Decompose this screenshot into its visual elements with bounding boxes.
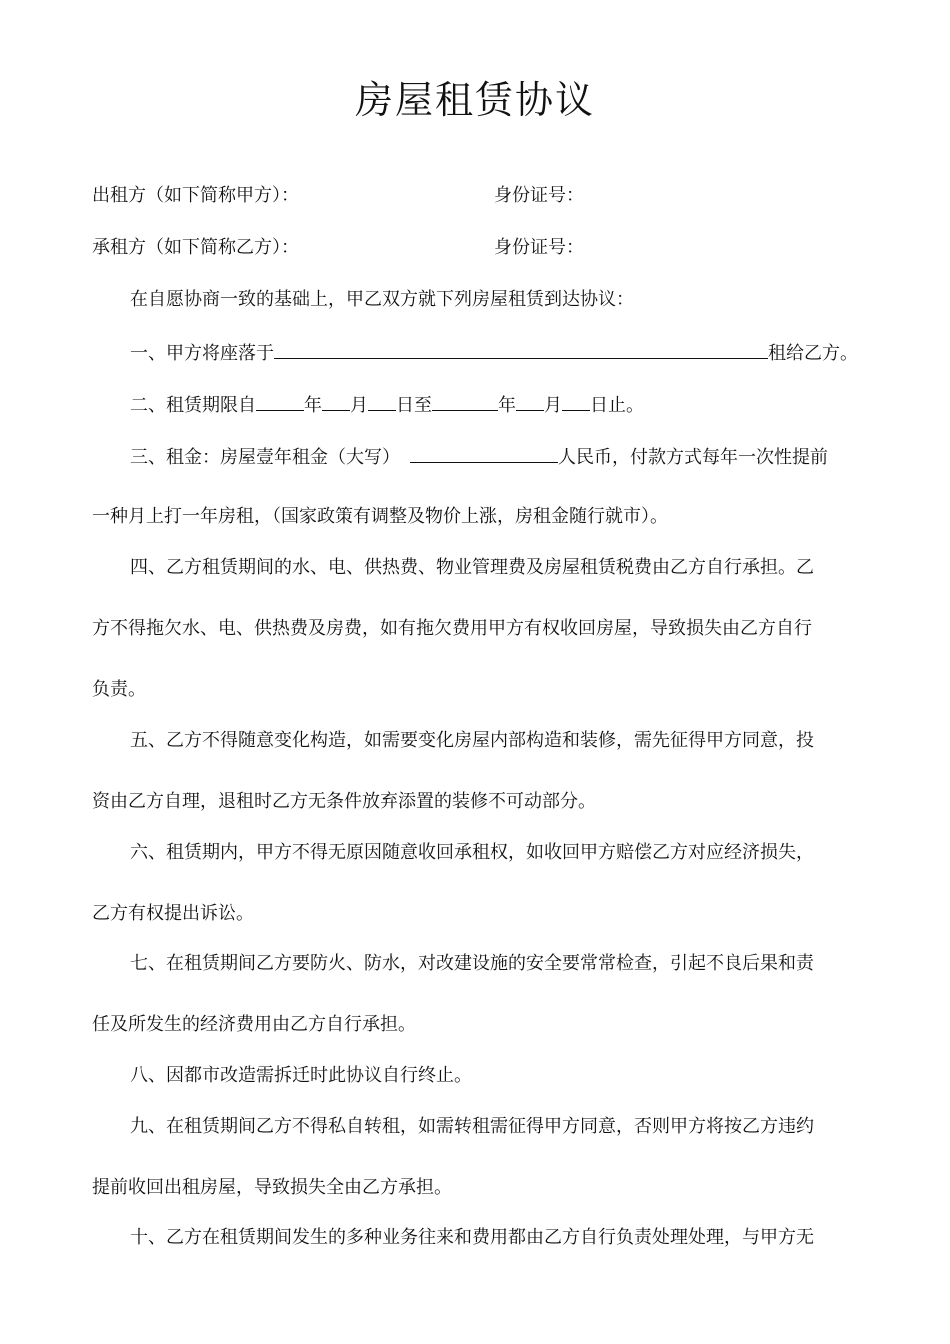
clause-9-line-2: 提前收回出租房屋，导致损失全由乙方承担。 [92,1177,452,1198]
month-label: 月 [544,395,562,416]
clause-5-line-2: 资由乙方自理，退租时乙方无条件放弃添置的装修不可动部分。 [92,791,596,812]
document-title: 房屋租赁协议 [354,78,595,122]
clause-7-line-1: 七、在租赁期间乙方要防火、防水，对改建设施的安全要常常检查，引起不良后果和责 [130,953,814,974]
lessor-id-label: 身份证号： [494,185,584,206]
clause-7-line-2: 任及所发生的经济费用由乙方自行承担。 [92,1014,416,1035]
clause-2-prefix: 二、租赁期限自 [130,395,256,416]
address-blank[interactable] [274,340,768,359]
clause-10-line-1: 十、乙方在租赁期间发生的多种业务往来和费用都由乙方自行负责处理处理，与甲方无 [130,1227,814,1248]
clause-1 [130,340,858,366]
year-label: 年 [304,395,322,416]
rent-amount-blank[interactable] [410,444,558,463]
clause-2 [130,392,644,418]
start-year-blank[interactable] [256,392,304,411]
clause-3-suffix: 人民币，付款方式每年一次性提前 [558,447,828,468]
year-label: 年 [498,395,516,416]
clause-6-line-2: 乙方有权提出诉讼。 [92,903,254,924]
lessee-id-label: 身份证号： [494,237,584,258]
day-to-label: 日至 [396,395,432,416]
end-month-blank[interactable] [516,392,544,411]
lessor-label: 出租方（如下简称甲方）： [92,185,299,206]
end-day-blank[interactable] [562,392,590,411]
start-day-blank[interactable] [368,392,396,411]
end-year-blank[interactable] [432,392,498,411]
clause-5-line-1: 五、乙方不得随意变化构造，如需要变化房屋内部构造和装修，需先征得甲方同意，投 [130,730,814,751]
clause-4-line-3: 负责。 [92,679,146,700]
start-month-blank[interactable] [322,392,350,411]
clause-3 [130,444,828,470]
intro-paragraph: 在自愿协商一致的基础上，甲乙双方就下列房屋租赁到达协议： [130,289,634,310]
clause-1-suffix: 租给乙方。 [768,343,858,364]
clause-4-line-1: 四、乙方租赁期间的水、电、供热费、物业管理费及房屋租赁税费由乙方自行承担。乙 [130,557,814,578]
clause-9-line-1: 九、在租赁期间乙方不得私自转租，如需转租需征得甲方同意，否则甲方将按乙方违约 [130,1116,814,1137]
clause-3-line-2: 一种月上打一年房租，（国家政策有调整及物价上涨，房租金随行就市）。 [92,506,668,527]
clause-4-line-2: 方不得拖欠水、电、供热费及房费，如有拖欠费用甲方有权收回房屋，导致损失由乙方自行 [92,618,812,639]
clause-8: 八、因都市改造需拆迁时此协议自行终止。 [130,1065,472,1086]
clause-3-prefix: 三、租金：房屋壹年租金（大写） [130,447,400,468]
clause-1-prefix: 一、甲方将座落于 [130,343,274,364]
clause-2-end: 日止。 [590,395,644,416]
lessee-label: 承租方（如下简称乙方）： [92,237,299,258]
month-label: 月 [350,395,368,416]
clause-6-line-1: 六、租赁期内，甲方不得无原因随意收回承租权，如收回甲方赔偿乙方对应经济损失， [130,842,814,863]
